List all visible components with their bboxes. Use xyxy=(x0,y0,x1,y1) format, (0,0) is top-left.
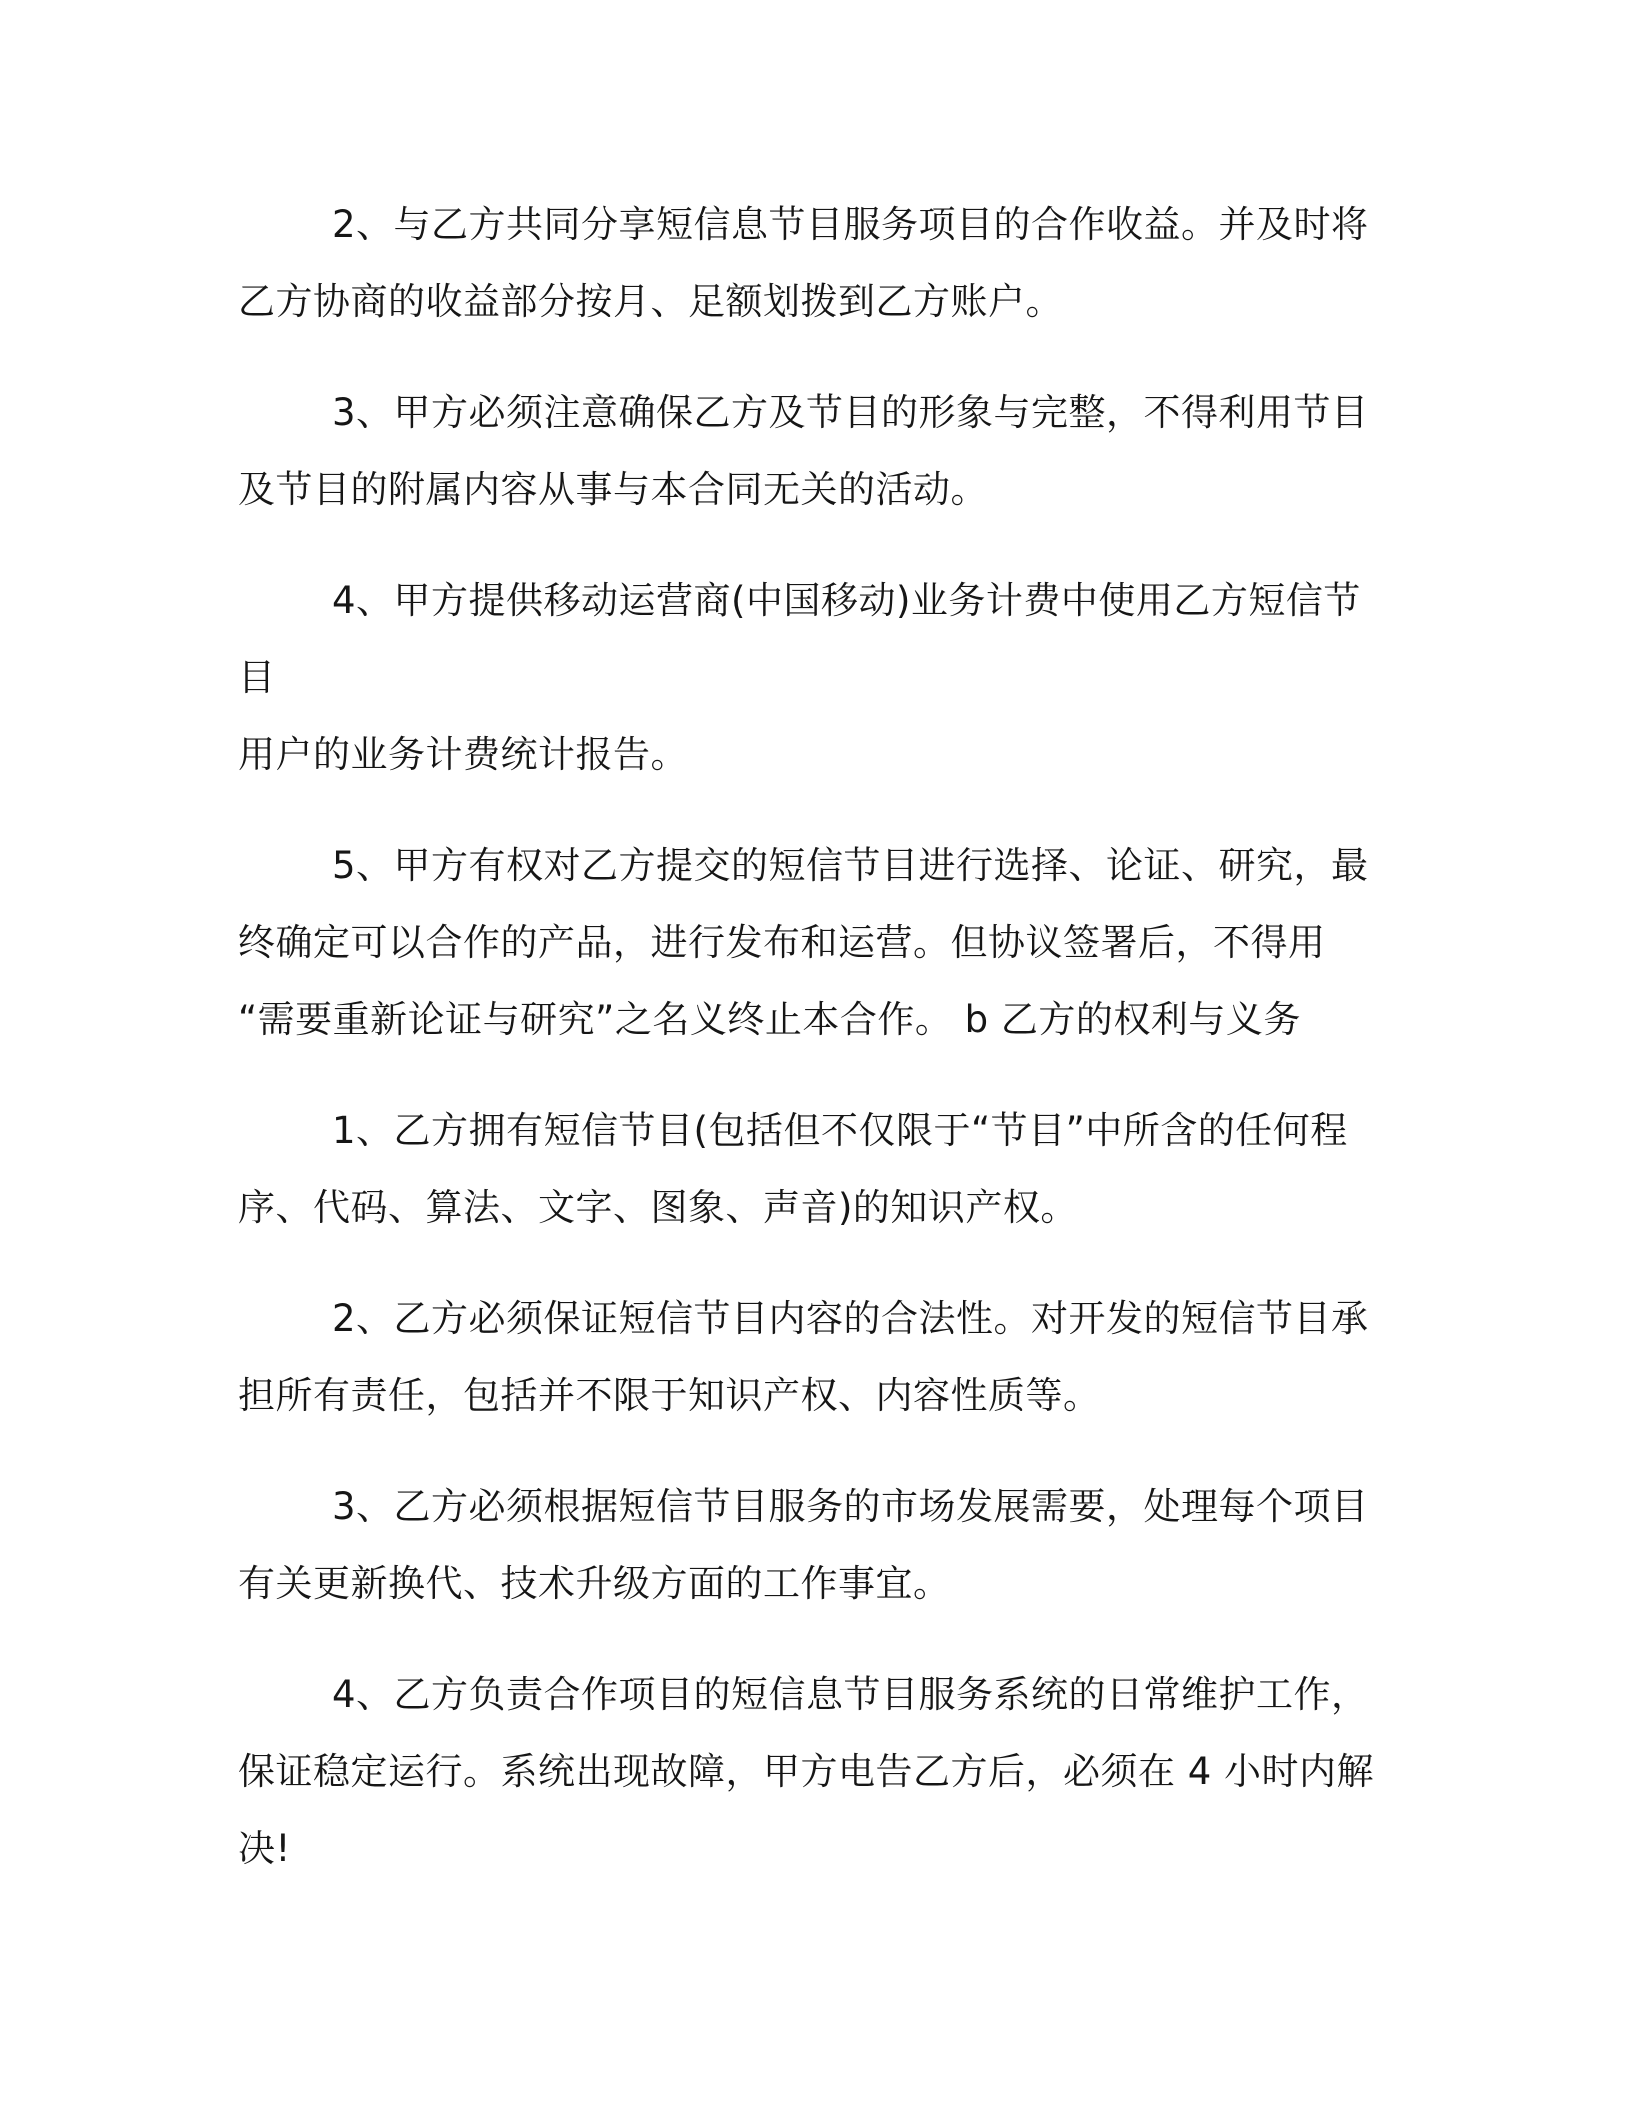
text-line: 序、代码、算法、文字、图象、声音)的知识产权。 xyxy=(238,1186,1078,1229)
text-line: 3、乙方必须根据短信节目服务的市场发展需要，处理每个项目 xyxy=(332,1485,1369,1528)
text-line: 有关更新换代、技术升级方面的工作事宜。 xyxy=(238,1562,951,1605)
text-line: 1、乙方拥有短信节目(包括但不仅限于“节目”中所含的任何程 xyxy=(332,1109,1348,1152)
text-line: 4、甲方提供移动运营商(中国移动)业务计费中使用乙方短信节目 xyxy=(238,579,1361,699)
text-line: 终确定可以合作的产品，进行发布和运营。但协议签署后，不得用 xyxy=(238,921,1326,964)
text-line: 用户的业务计费统计报告。 xyxy=(238,733,688,776)
text-line: 2、乙方必须保证短信节目内容的合法性。对开发的短信节目承 xyxy=(332,1297,1369,1340)
paragraph-b-3 xyxy=(238,1468,1398,1622)
paragraph-b-2 xyxy=(238,1280,1398,1434)
document-body xyxy=(238,186,1398,1921)
text-line: 保证稳定运行。系统出现故障，甲方电告乙方后，必须在 4 小时内解 xyxy=(238,1750,1375,1793)
text-line: 乙方协商的收益部分按月、足额划拨到乙方账户。 xyxy=(238,280,1063,323)
paragraph-b-4 xyxy=(238,1656,1398,1887)
text-line: 3、甲方必须注意确保乙方及节目的形象与完整，不得利用节目 xyxy=(332,391,1369,434)
text-line: 4、乙方负责合作项目的短信息节目服务系统的日常维护工作， xyxy=(332,1673,1369,1716)
text-line: 担所有责任，包括并不限于知识产权、内容性质等。 xyxy=(238,1374,1101,1417)
paragraph-a-4 xyxy=(238,562,1398,793)
paragraph-b-1 xyxy=(238,1092,1398,1246)
text-line: 及节目的附属内容从事与本合同无关的活动。 xyxy=(238,468,988,511)
text-line: 2、与乙方共同分享短信息节目服务项目的合作收益。并及时将 xyxy=(332,203,1369,246)
paragraph-a-2 xyxy=(238,186,1398,340)
text-line: “需要重新论证与研究”之名义终止本合作。 b 乙方的权利与义务 xyxy=(238,998,1301,1041)
text-line: 5、甲方有权对乙方提交的短信节目进行选择、论证、研究，最 xyxy=(332,844,1369,887)
paragraph-a-5 xyxy=(238,827,1398,1058)
text-line: 决! xyxy=(238,1827,291,1870)
paragraph-a-3 xyxy=(238,374,1398,528)
